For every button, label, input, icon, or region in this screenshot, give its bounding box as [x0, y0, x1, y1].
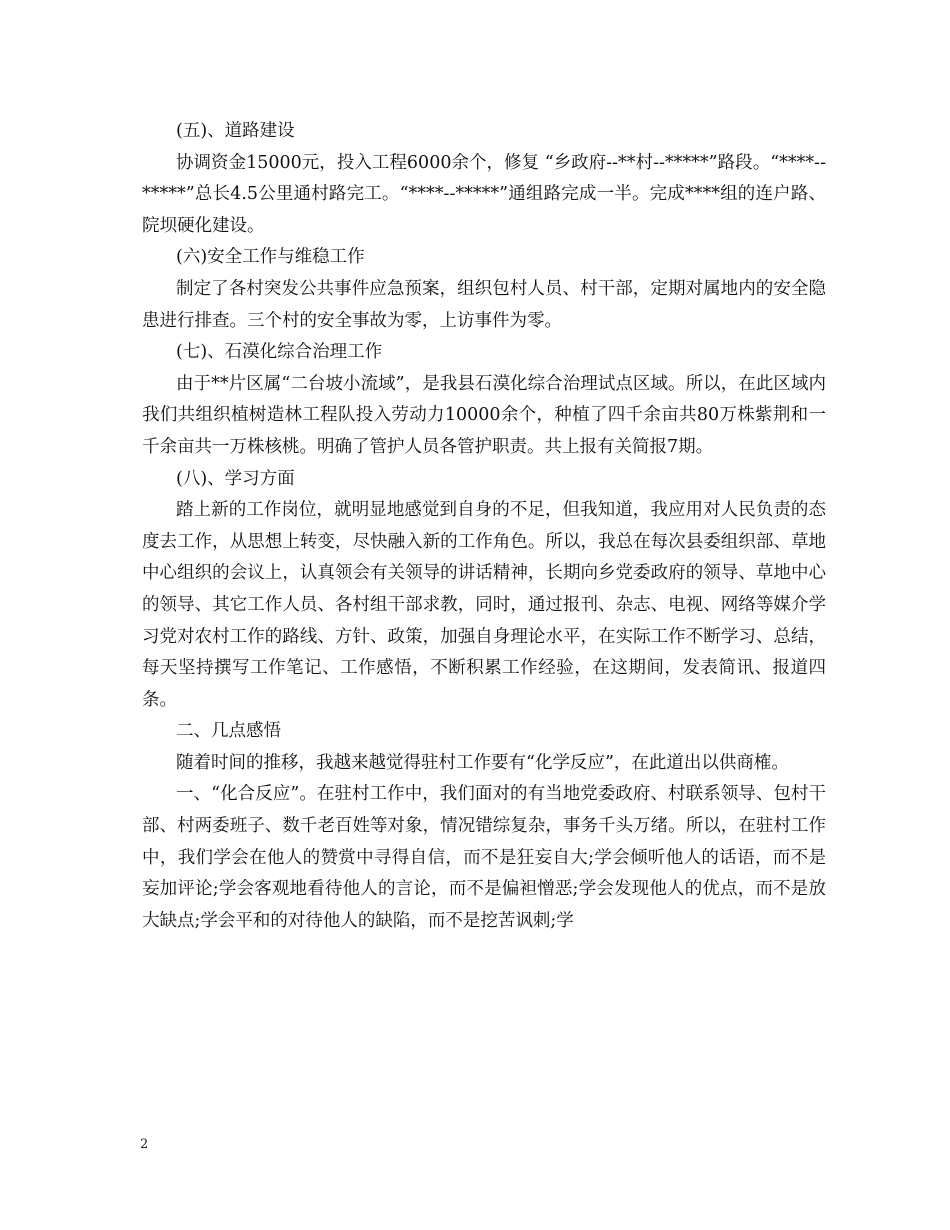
section-heading-safety-stability: (六)安全工作与维稳工作 — [176, 247, 365, 268]
paragraph-rocky-desertification: 由于**片区属“二台坡小流域”，是我县石漠化综合治理试点区域。所以，在此区域内我们共组织植树造林工程队投入劳动力10000余个，种植了四千余亩共80万株紫荆和一千余亩共一万株核桃。明确了管护人员各管护职责。共上报有关简报7期。 — [142, 373, 826, 457]
section-heading-road-construction: (五)、道路建设 — [176, 121, 295, 141]
paragraph-study: 踏上新的工作岗位，就明显地感觉到自身的不足，但我知道，我应用对人民负责的态度去工作，从思想上转变，尽快融入新的工作角色。所以，我总在每次县委组织部、草地中心组织的会议上，认真领会有关领导的讲话精神，长期向乡党委政府的领导、草地中心的领导、其它工作人员、各村组干部求教，同时，通过报刊、杂志、电视、网络等媒介学习党对农村工作的路线、方针、政策，加强自身理论水平，在实际工作不断学习、总结，每天坚持撰写工作笔记、工作感悟，不断积累工作经验，在这期间，发表简讯、报道四条。 — [142, 500, 826, 710]
paragraph-safety-stability: 制定了各村突发公共事件应急预案，组织包村人员、村干部，定期对属地内的安全隐患进行排查。三个村的安全事故为零，上访事件为零。 — [142, 278, 826, 331]
section-heading-insights: 二、几点感悟 — [176, 721, 281, 742]
paragraph-combination-reaction: 一、“化合反应”。在驻村工作中，我们面对的有当地党委政府、村联系领导、包村干部、村两委班子、数千老百姓等对象，情况错综复杂，事务千头万绪。所以，在驻村工作中，我们学会在他人的赞赏中寻得自信，而不是狂妄自大;学会倾听他人的话语，而不是妄加评论;学会客观地看待他人的言论，而不是偏袒憎恶;学会发现他人的优点，而不是放大缺点;学会平和的对待他人的缺陷，而不是挖苦讽刺;学 — [142, 784, 826, 931]
section-heading-study: (八)、学习方面 — [176, 468, 295, 489]
page-number: 2 — [140, 1137, 149, 1152]
paragraph-road-construction: 协调资金15000元，投入工程6000余个，修复 “乡政府--**村--*****”路段。“****--*****”总长4.5公里通村路完工。“****--*****”通组路完成一半。完成****组的连户路、院坝硬化建设。 — [142, 152, 826, 236]
section-heading-rocky-desertification: (七)、石漠化综合治理工作 — [176, 342, 383, 363]
paragraph-insights-intro: 随着时间的推移，我越来越觉得驻村工作要有“化学反应”，在此道出以供商榷。 — [176, 752, 789, 773]
document-body — [142, 116, 826, 937]
